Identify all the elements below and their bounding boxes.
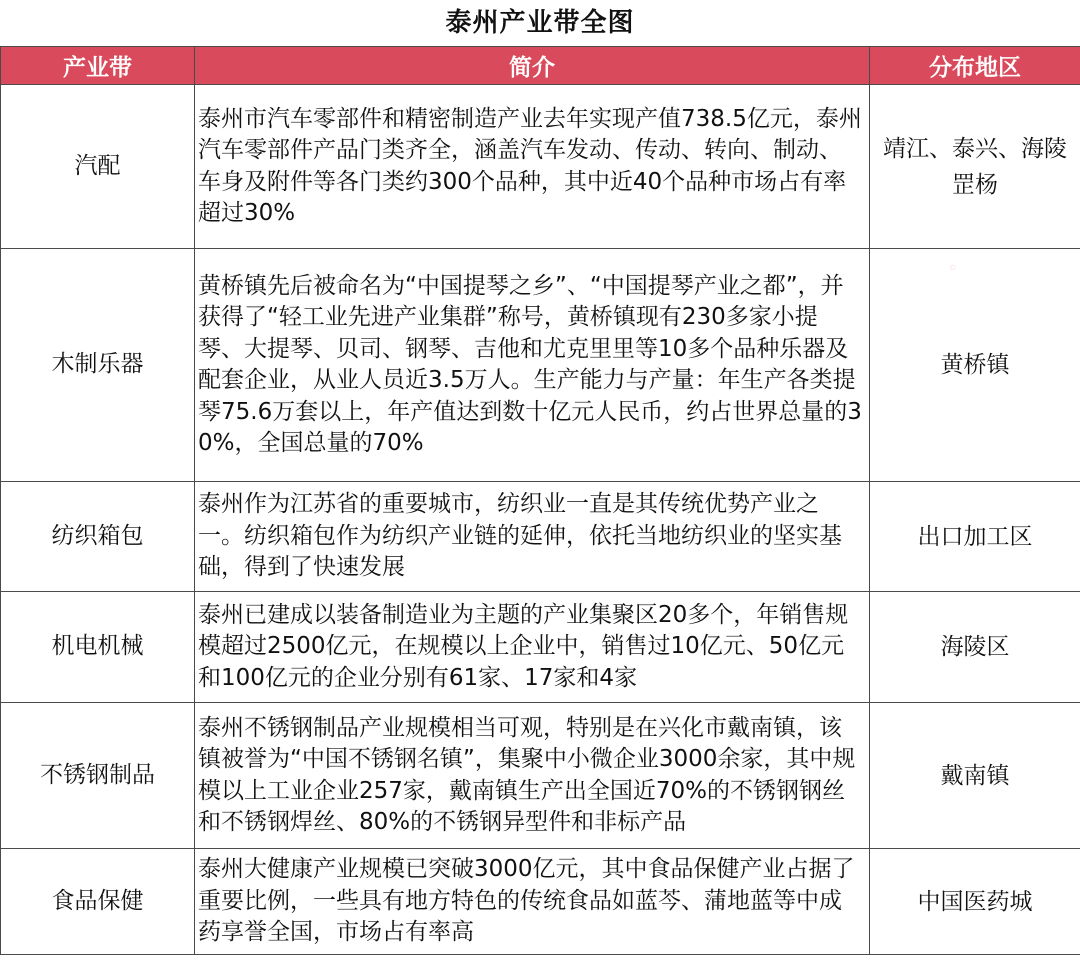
column-header-industry: 产业带 <box>1 47 195 85</box>
page-title: 泰州产业带全图 <box>445 8 635 38</box>
region-cell <box>870 849 1080 955</box>
intro-text: 泰州大健康产业规模已突破3000亿元，其中食品保健产业占据了重要比例，一些具有地方特色的传统食品如蓝芩、蒲地蓝等中成药享誉全国，市场占有率高 <box>198 856 855 946</box>
region-text: 黄桥镇 <box>940 352 1010 378</box>
intro-cell <box>195 249 870 482</box>
region-cell <box>870 592 1080 703</box>
table-row <box>1 703 1080 849</box>
table-header-row <box>1 47 1080 85</box>
watermark-mark: ◦ <box>943 256 964 281</box>
region-text: 出口加工区 <box>917 523 1033 550</box>
intro-cell <box>195 592 870 703</box>
intro-text: 泰州不锈钢制品产业规模相当可观，特别是在兴化市戴南镇，该镇被誉为“中国不锈钢名镇”，集聚中小微企业3000余家，其中规模以上工业企业257家，戴南镇生产出全国近70%的不锈钢钢丝和不锈钢焊丝、80%的不锈钢异型件和非标产品 <box>198 714 856 835</box>
industry-cell: 食品保健 <box>1 849 195 955</box>
region-cell <box>870 703 1080 849</box>
intro-cell <box>195 849 870 955</box>
column-header-region: 分布地区 <box>870 47 1080 85</box>
region-text: 戴南镇 <box>940 762 1010 789</box>
intro-text: 泰州市汽车零部件和精密制造产业去年实现产值738.5亿元，泰州汽车零部件产品门类齐全，涵盖汽车发动、传动、转向、制动、车身及附件等各门类约300个品种，其中近40个品种市场占有率超过30% <box>198 105 862 226</box>
table-row <box>1 85 1080 249</box>
industry-cell: 汽配 <box>1 85 195 249</box>
industry-table <box>0 46 1080 955</box>
intro-text: 泰州已建成以装备制造业为主题的产业集聚区20多个，年销售规模超过2500亿元，在规模以上企业中，销售过10亿元、50亿元和100亿元的企业分别有61家、17家和4家 <box>198 601 849 691</box>
industry-cell: 机电机械 <box>1 592 195 703</box>
intro-cell <box>195 482 870 592</box>
intro-text: 黄桥镇先后被命名为“中国提琴之乡”、“中国提琴产业之都”，并获得了“轻工业先进产业集群”称号，黄桥镇现有230多家小提琴、大提琴、贝司、钢琴、吉他和尤克里里等10多个品种乐器及配套企业，从业人员近3.5万人。生产能力与产量：年生产各类提琴75.6万套以上，年产值达到数十亿元人民币，约占世界总量的30%，全国总量的70% <box>198 272 862 456</box>
table-row <box>1 249 1080 482</box>
intro-cell <box>195 703 870 849</box>
table-row <box>1 482 1080 592</box>
intro-cell <box>195 85 870 249</box>
table-row <box>1 592 1080 703</box>
region-cell <box>870 249 1080 482</box>
industry-cell: 不锈钢制品 <box>1 703 195 849</box>
region-text: 中国医药城 <box>917 888 1033 915</box>
region-text: 靖江、泰兴、海陵罡杨 <box>883 135 1067 198</box>
region-text: 海陵区 <box>940 634 1010 660</box>
region-cell <box>870 85 1080 249</box>
column-header-intro: 简介 <box>195 47 870 85</box>
table-row <box>1 849 1080 955</box>
industry-cell: 纺织箱包 <box>1 482 195 592</box>
intro-text: 泰州作为江苏省的重要城市，纺织业一直是其传统优势产业之一。纺织箱包作为纺织产业链的延伸，依托当地纺织业的坚实基础，得到了快速发展 <box>198 491 842 581</box>
industry-cell: 木制乐器 <box>1 249 195 482</box>
region-cell <box>870 482 1080 592</box>
